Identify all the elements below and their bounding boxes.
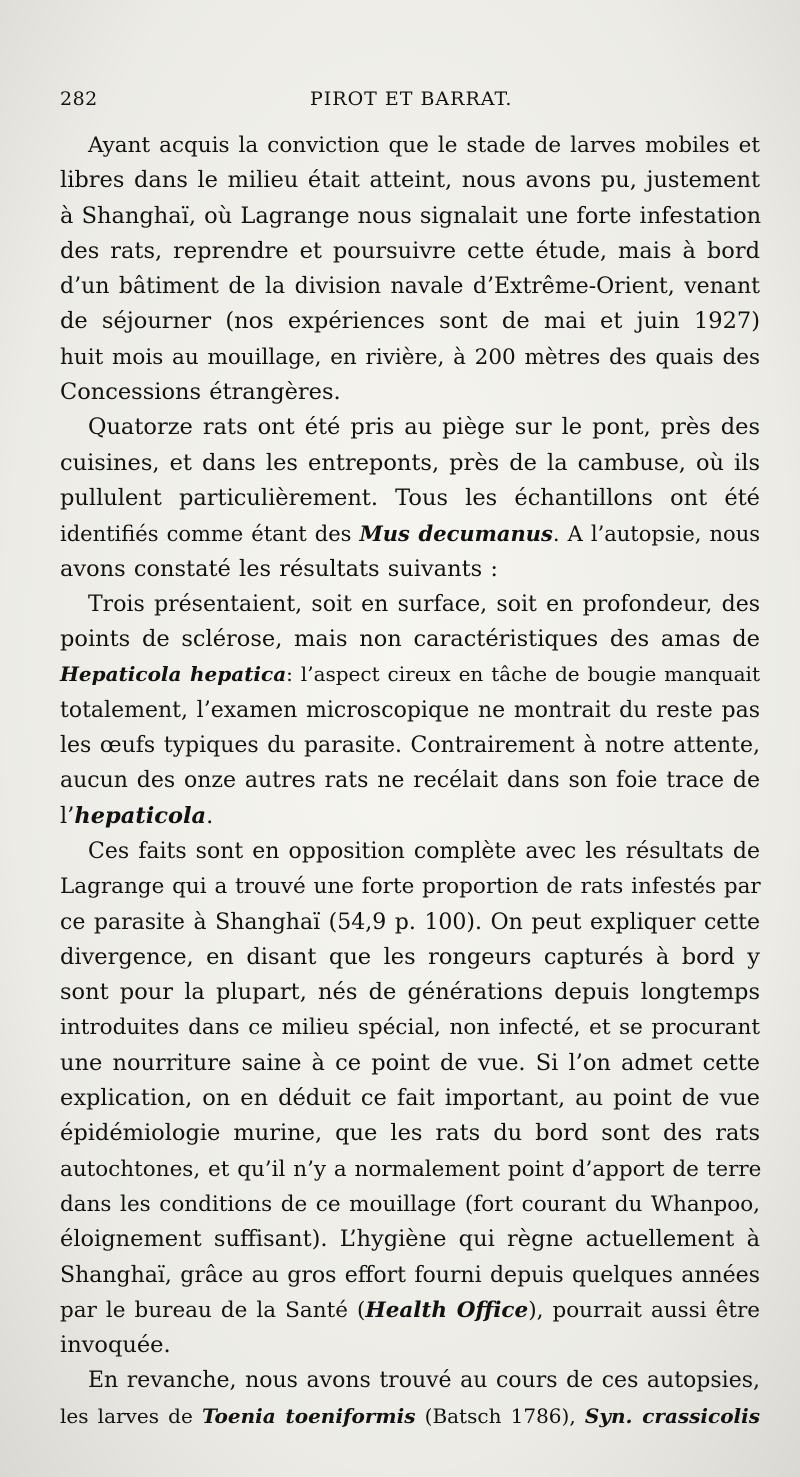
text-line: à Shanghaï, où Lagrange nous signalait une forte infestation — [60, 202, 762, 229]
page-number: 282 — [60, 88, 98, 110]
text-line: Ces faits sont en opposition complète avec les résultats de — [88, 838, 760, 864]
text-line: les œufs typiques du parasite. Contrairement à notre attente, — [60, 733, 760, 759]
text-line: Ayant acquis la conviction que le stade de larves mobiles et — [88, 133, 760, 158]
text-line: autochtones, et qu’il n’y a normalement point d’apport de terre — [60, 1156, 762, 1182]
text-line: ce parasite à Shanghaï (54,9 p. 100). On peut expliquer cette — [60, 909, 760, 935]
text-line: introduites dans ce milieu spécial, non infecté, et se procurant — [60, 1015, 760, 1041]
text-line: Concessions étrangères. — [60, 379, 341, 406]
page-header — [60, 88, 760, 114]
text-segment: par le bureau de la Santé ( — [60, 1297, 366, 1323]
text-line: une nourriture saine à ce point de vue. Si l’on admet cette — [60, 1049, 760, 1076]
body-text — [60, 128, 760, 1434]
text-line: libres dans le milieu était atteint, nous avons pu, justement — [60, 167, 760, 194]
text-segment: : l’aspect cireux en tâche de bougie manquait — [286, 662, 760, 687]
text-line: avons constaté les résultats suivants : — [60, 555, 498, 582]
text-line: cuisines, et dans les entreponts, près de la cambuse, où ils — [60, 449, 760, 476]
text-line — [60, 516, 760, 551]
species-name: Hepaticola hepatica — [60, 662, 287, 687]
text-line: points de sclérose, mais non caractéristiques des amas de — [60, 626, 760, 653]
species-name: hepaticola — [74, 802, 207, 829]
species-name: Toenia toeniformis — [201, 1403, 416, 1428]
text-segment: ), pourrait aussi être — [528, 1297, 760, 1323]
species-name: Mus decumanus — [359, 521, 553, 547]
text-segment: . A l’autopsie, nous — [552, 522, 760, 547]
text-line — [60, 657, 760, 692]
text-line: huit mois au mouillage, en rivière, à 200 mètres des quais des — [60, 344, 760, 370]
text-line: des rats, reprendre et poursuivre cette étude, mais à bord — [60, 237, 760, 264]
text-line: sont pour la plupart, nés de générations depuis longtemps — [60, 979, 760, 1006]
text-line — [60, 1399, 760, 1434]
text-line: de séjourner (nos expériences sont de mai et juin 1927) — [60, 308, 760, 335]
text-line: explication, on en déduit ce fait important, au point de vue — [60, 1085, 760, 1112]
text-segment: (Batsch 1786), — [415, 1403, 585, 1428]
text-line: éloignement suffisant). L’hygiène qui règne actuellement à — [60, 1226, 760, 1253]
text-segment: . — [206, 802, 214, 829]
running-head: PIROT ET BARRAT. — [310, 88, 513, 110]
text-segment: l’ — [60, 802, 75, 829]
text-line: Shanghaï, grâce au gros effort fourni depuis quelques années — [60, 1262, 760, 1288]
text-line: totalement, l’examen microscopique ne montrait du reste pas — [60, 697, 760, 723]
text-line: d’un bâtiment de la division navale d’Extrême-Orient, venant — [60, 274, 760, 300]
text-line: Quatorze rats ont été pris au piège sur le pont, près des — [88, 414, 760, 441]
text-line: En revanche, nous avons trouvé au cours de ces autopsies, — [88, 1368, 760, 1394]
text-line: invoquée. — [60, 1332, 171, 1359]
text-line: pullulent particulièrement. Tous les échantillons ont été — [60, 484, 760, 511]
text-line — [60, 799, 760, 834]
text-segment: identifiés comme étant des — [60, 522, 352, 547]
text-line: dans les conditions de ce mouillage (fort courant du Whanpoo, — [60, 1191, 760, 1217]
text-line: Trois présentaient, soit en surface, soit en profondeur, des — [88, 591, 760, 617]
text-line: divergence, en disant que les rongeurs capturés à bord y — [60, 943, 760, 970]
species-name: Syn. crassicolis — [584, 1403, 760, 1428]
organization-name: Health Office — [365, 1297, 529, 1323]
text-line: épidémiologie murine, que les rats du bord sont des rats — [60, 1120, 760, 1147]
text-line — [60, 1293, 760, 1328]
text-line: aucun des onze autres rats ne recélait dans son foie trace de — [60, 768, 760, 794]
text-line: Lagrange qui a trouvé une forte proportion de rats infestés par — [60, 874, 761, 900]
text-segment: les larves de — [60, 1403, 193, 1428]
